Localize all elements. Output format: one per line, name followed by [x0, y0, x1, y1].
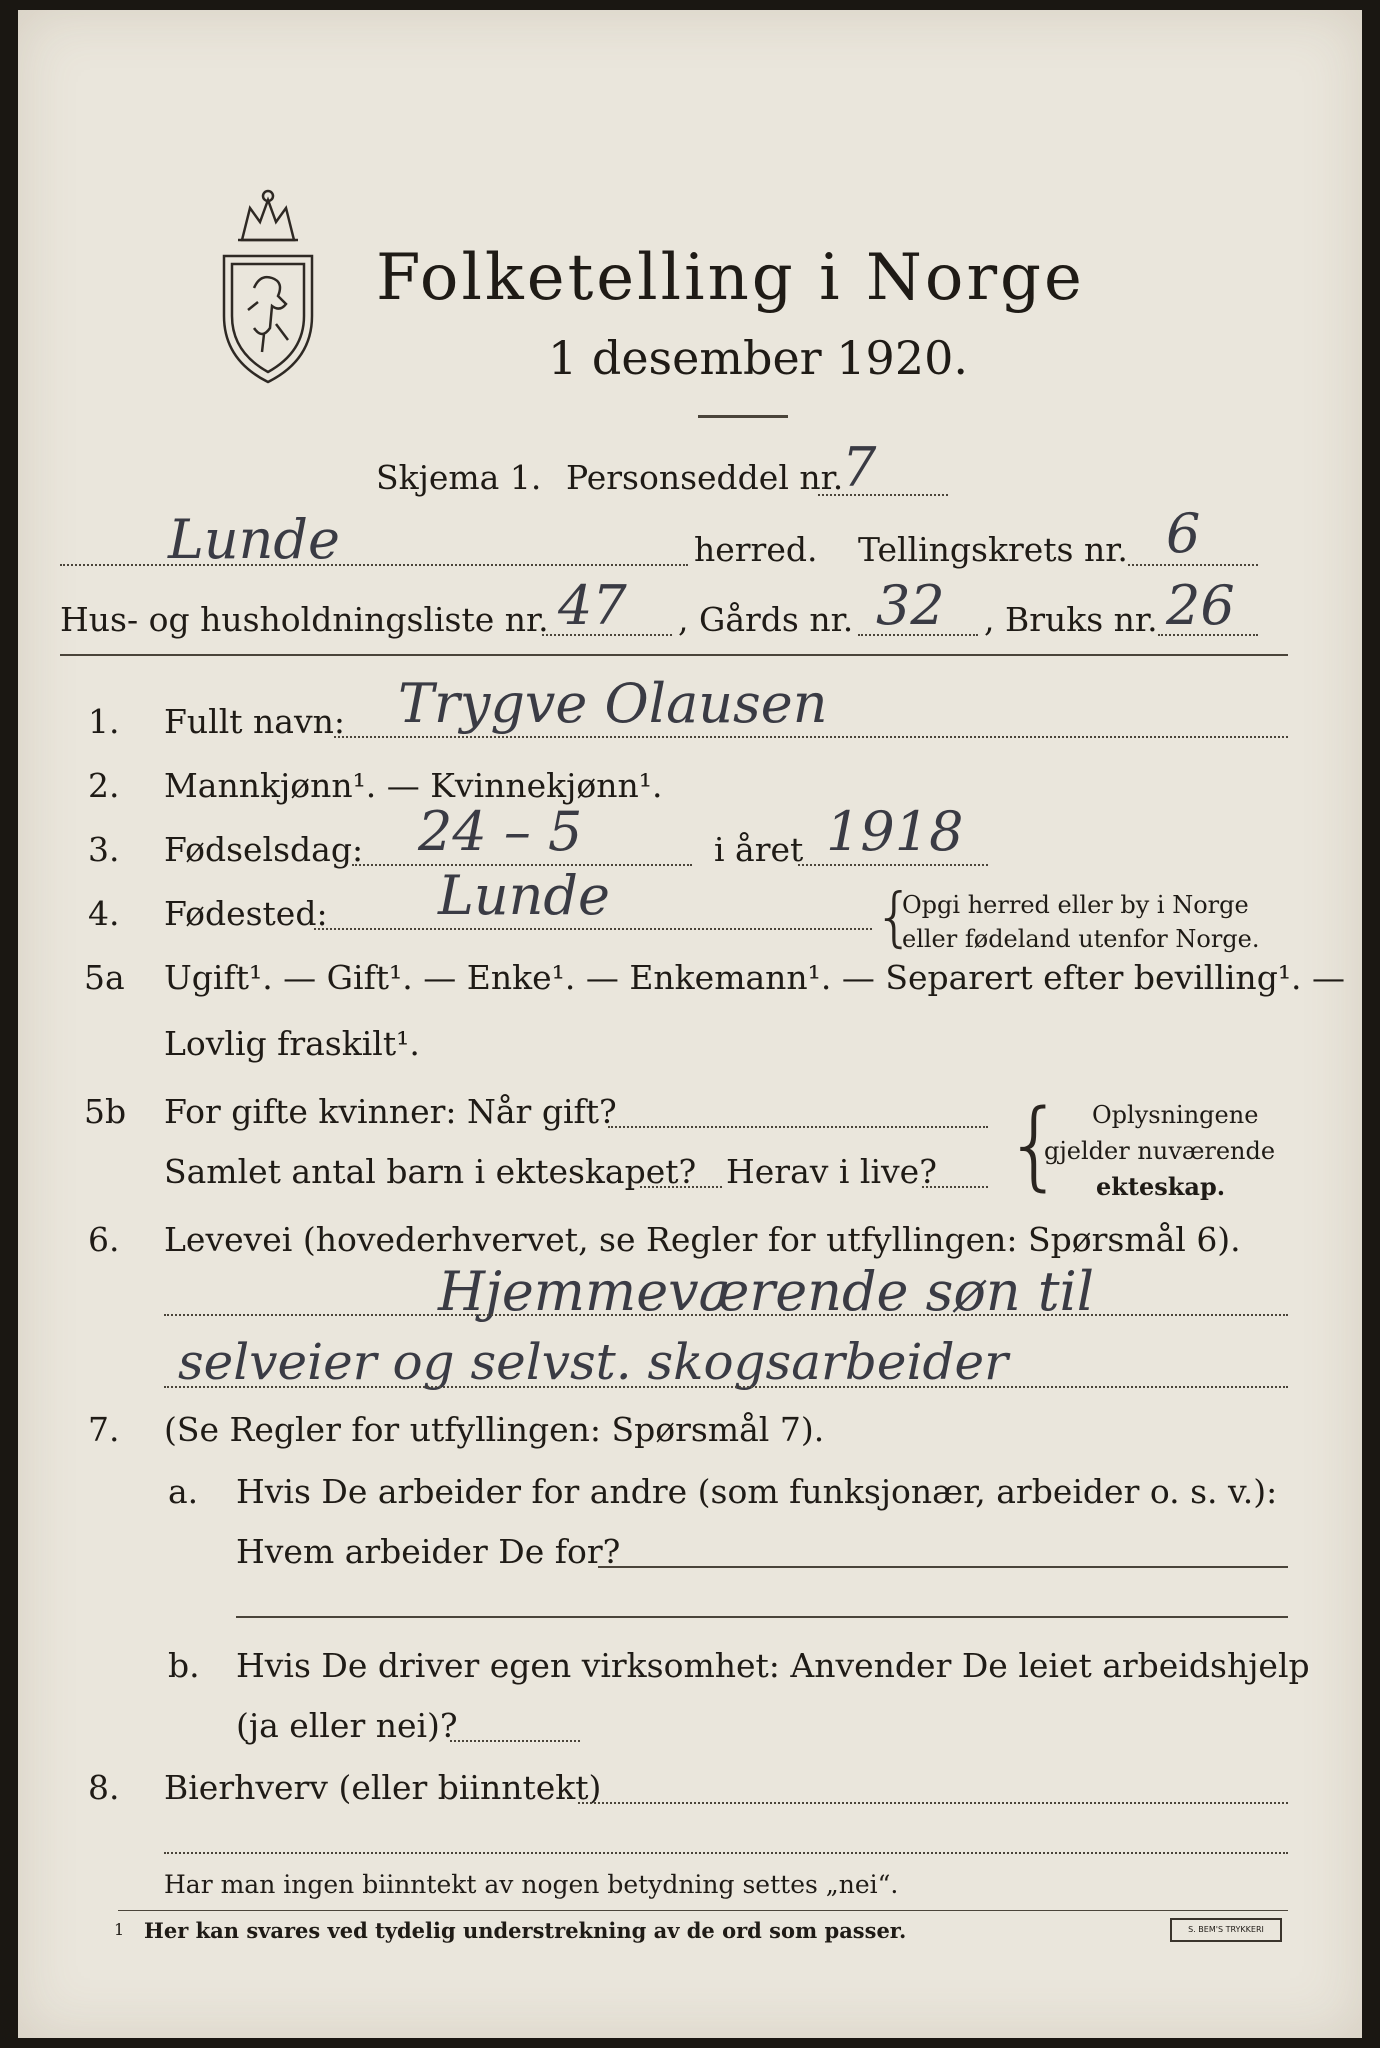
q6-label: Levevei (hovederhvervet, se Regler for utfyllingen: Spørsmål 6). — [164, 1220, 1241, 1259]
skjema-label: Skjema 1. — [376, 458, 542, 497]
q4-value: Lunde — [438, 864, 610, 927]
header-rule — [60, 654, 1288, 656]
herred-value: Lunde — [168, 508, 340, 571]
q6-line2 — [164, 1386, 1288, 1388]
bruks-value: 26 — [1166, 574, 1235, 637]
q6-line1 — [164, 1314, 1288, 1316]
q6-value-line1: Hjemmeværende søn til — [438, 1260, 1095, 1323]
q3-year-line — [798, 864, 988, 866]
q5b-note2: gjelder nuværende — [1044, 1137, 1276, 1165]
q5b-line2a: Samlet antal barn i ekteskapet? — [164, 1152, 697, 1191]
q8-line1 — [578, 1802, 1288, 1804]
q5b-alive-line — [922, 1186, 988, 1188]
hus-value: 47 — [558, 574, 627, 637]
q7a-line1: Hvis De arbeider for andre (som funksjonær, arbeider o. s. v.): — [236, 1472, 1278, 1511]
q1-value: Trygve Olausen — [398, 672, 828, 735]
q4-label: Fødested: — [164, 894, 328, 933]
q3-year-value: 1918 — [826, 800, 964, 863]
q2-number: 2. — [88, 766, 120, 805]
q1-number: 1. — [88, 702, 120, 741]
q5a-line1: Ugift¹. — Gift¹. — Enke¹. — Enkemann¹. — Separert efter bevilling¹. — — [164, 958, 1346, 997]
q7-number: 7. — [88, 1410, 120, 1449]
bruks-label: , Bruks nr. — [984, 600, 1158, 639]
printer-stamp — [1170, 1918, 1282, 1942]
q5b-brace: { — [1004, 1089, 1066, 1201]
coat-of-arms-icon — [214, 178, 322, 388]
q5b-married-line — [608, 1126, 988, 1128]
hus-label: Hus- og husholdningsliste nr. — [60, 600, 549, 639]
q7a-answer-line2 — [236, 1616, 1288, 1618]
footer-note: Har man ingen biinntekt av nogen betydning settes „nei“. — [164, 1870, 899, 1899]
q5b-children-line — [640, 1186, 722, 1188]
personseddel-label: Personseddel nr. — [566, 458, 844, 497]
q3-label: Fødselsdag: — [164, 830, 364, 869]
gards-label: , Gårds nr. — [678, 600, 854, 639]
q6-number: 6. — [88, 1220, 120, 1259]
gards-value: 32 — [876, 574, 945, 637]
footnote-mark: 1 — [114, 1920, 125, 1939]
q5b-line2b: Herav i live? — [726, 1152, 937, 1191]
form-date: 1 desember 1920. — [548, 331, 968, 385]
q5b-number: 5b — [84, 1092, 127, 1131]
personseddel-line — [818, 494, 948, 496]
q7b-answer-line — [450, 1740, 580, 1742]
q7a-answer-line1 — [598, 1566, 1288, 1568]
q5a-line2: Lovlig fraskilt¹. — [164, 1024, 420, 1063]
q4-note-line2: eller fødeland utenfor Norge. — [902, 925, 1260, 953]
census-form-page — [18, 10, 1362, 2038]
q3-number: 3. — [88, 830, 120, 869]
printer-stamp-text: S. BEM'S TRYKKERI — [1188, 1925, 1264, 1934]
q7b-letter: b. — [168, 1646, 200, 1685]
q1-line — [334, 736, 1288, 738]
herred-label: herred. — [694, 530, 818, 569]
q6-value-line2: selveier og selvst. skogsarbeider — [178, 1333, 1009, 1391]
q5a-number: 5a — [84, 958, 125, 997]
personseddel-value: 7 — [842, 436, 877, 499]
q5b-line1: For gifte kvinner: Når gift? — [164, 1092, 617, 1131]
q8-line2 — [164, 1852, 1288, 1854]
herred-line — [60, 564, 688, 566]
q7b-line2: (ja eller nei)? — [236, 1706, 458, 1745]
q1-label: Fullt navn: — [164, 702, 345, 741]
tellingskrets-value: 6 — [1166, 502, 1201, 565]
q8-label: Bierhverv (eller biinntekt) — [164, 1768, 602, 1807]
q7b-line1: Hvis De driver egen virksomhet: Anvender De leiet arbeidshjelp — [236, 1646, 1310, 1685]
q4-line — [314, 928, 872, 930]
q3-year-label: i året — [714, 830, 804, 869]
q7a-line2: Hvem arbeider De for? — [236, 1532, 621, 1571]
q8-number: 8. — [88, 1768, 120, 1807]
q5b-note1: Oplysningene — [1092, 1101, 1259, 1129]
footer-rule — [118, 1910, 1288, 1911]
q7a-letter: a. — [168, 1472, 199, 1511]
q2-label: Mannkjønn¹. — Kvinnekjønn¹. — [164, 766, 663, 805]
footnote: Her kan svares ved tydelig understrekning av de ord som passer. — [144, 1918, 907, 1943]
q3-value: 24 – 5 — [418, 800, 583, 863]
q4-brace: { — [874, 881, 915, 955]
q5b-note3: ekteskap. — [1096, 1172, 1226, 1201]
title-divider — [698, 415, 788, 418]
tellingskrets-label: Tellingskrets nr. — [858, 530, 1128, 569]
q7-label: (Se Regler for utfyllingen: Spørsmål 7). — [164, 1410, 825, 1449]
q4-number: 4. — [88, 894, 120, 933]
q4-note-line1: Opgi herred eller by i Norge — [902, 891, 1249, 919]
form-title: Folketelling i Norge — [376, 241, 1085, 315]
